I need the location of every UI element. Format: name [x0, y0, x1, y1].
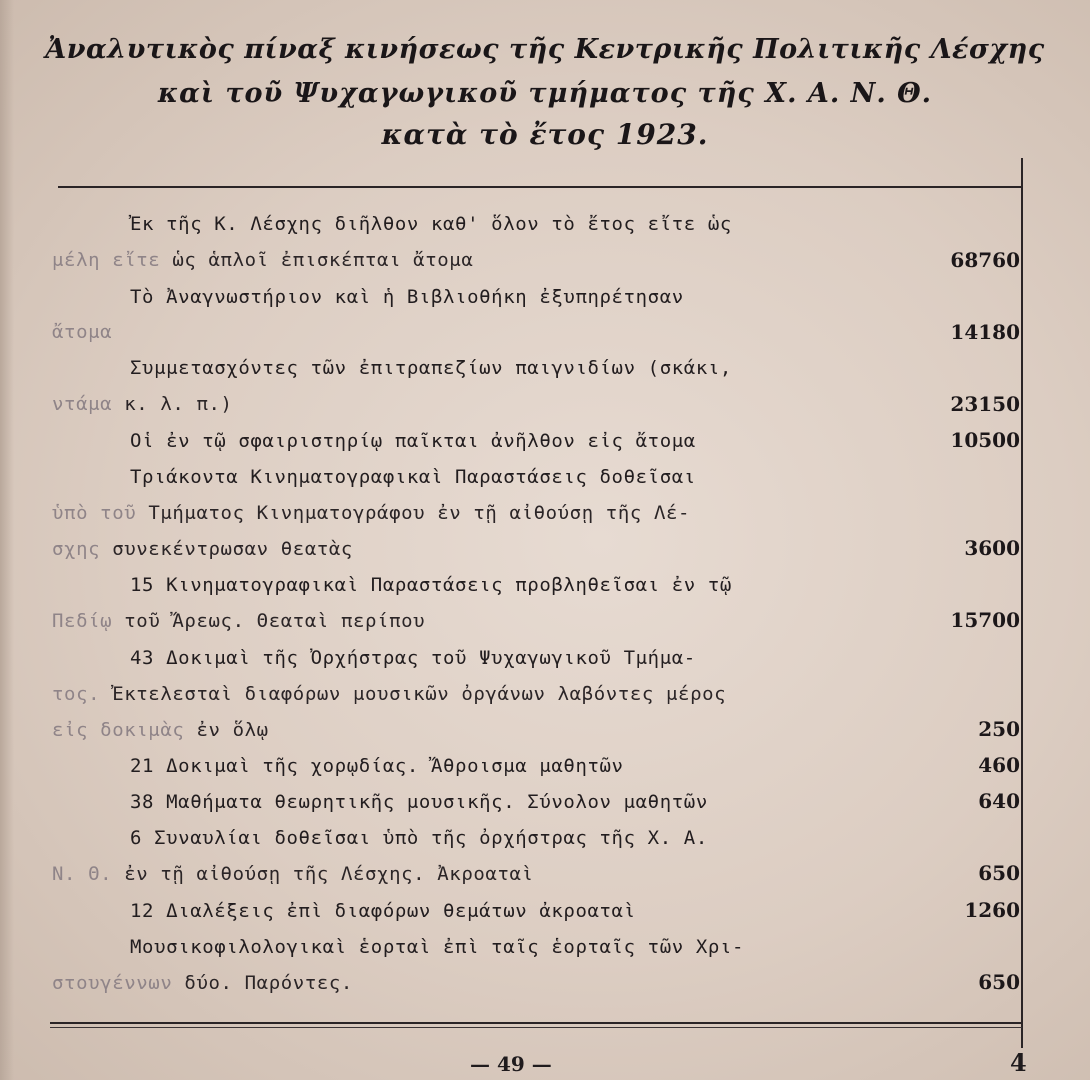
- entry-faded-text: ὑπὸ τοῦ: [52, 502, 137, 524]
- entry-text: Ἐκτελεσταὶ διαφόρων μουσικῶν ὀργάνων λαβόντες μέρος: [100, 683, 727, 705]
- entry-text-line: [52, 321, 112, 343]
- page-title-line-3: κατὰ τὸ ἔτος 1923.: [381, 118, 709, 151]
- entry-faded-text: μέλη εἴτε: [52, 249, 161, 271]
- entry-text: δύο. Παρόντες.: [172, 972, 353, 994]
- entry-value: 640: [978, 789, 1020, 813]
- entry-text-line: 21 Δοκιμαὶ τῆς χορῳδίας. Ἄθροισμα μαθητῶν: [130, 755, 624, 777]
- entry-text: συνεκέντρωσαν θεατὰς: [100, 538, 353, 560]
- page-title-line-2: καὶ τοῦ Ψυχαγωγικοῦ τμήματος τῆς Χ. Α. Ν. Θ.: [157, 78, 933, 109]
- entry-text-line: [52, 502, 690, 524]
- entry-value: 650: [978, 861, 1020, 885]
- entry-value: 68760: [950, 248, 1020, 272]
- entry-value: 14180: [950, 320, 1020, 344]
- entry-value: 23150: [950, 392, 1020, 416]
- entry-text-line: Μουσικοφιλολογικαὶ ἑορταὶ ἐπὶ ταῖς ἑορταῖς τῶν Χρι-: [130, 936, 744, 958]
- entry-faded-text: ἄτομα: [52, 321, 113, 343]
- table-bottom-rule: [50, 1022, 1022, 1024]
- entry-faded-text: Πεδίῳ: [52, 610, 113, 632]
- entry-text-line: [52, 863, 534, 885]
- entry-text: ἐν ὅλῳ: [184, 719, 269, 741]
- entry-text-line: Οἱ ἐν τῷ σφαιριστηρίῳ παῖκται ἀνῆλθον εἰς ἄτομα: [130, 430, 696, 452]
- entry-text-line: [52, 538, 353, 560]
- entry-text-line: Τὸ Ἀναγνωστήριον καὶ ἡ Βιβλιοθήκη ἐξυπηρέτησαν: [130, 286, 684, 308]
- page-title-line-1: Ἀναλυτικὸς πίναξ κινήσεως τῆς Κεντρικῆς Πολιτικῆς Λέσχης: [45, 34, 1045, 65]
- entry-text-line: 38 Μαθήματα θεωρητικῆς μουσικῆς. Σύνολον μαθητῶν: [130, 791, 708, 813]
- entry-text-line: 43 Δοκιμαὶ τῆς Ὀρχήστρας τοῦ Ψυχαγωγικοῦ Τμήμα-: [130, 647, 696, 669]
- entry-text: Τμήματος Κινηματογράφου ἐν τῇ αἰθούσῃ τῆς Λέ-: [136, 502, 691, 524]
- entry-text-line: Συμμετασχόντες τῶν ἐπιτραπεζίων παιγνιδίων (σκάκι,: [130, 357, 732, 379]
- entry-text-line: [52, 683, 726, 705]
- entry-text-line: [52, 719, 269, 741]
- entry-value: 3600: [964, 536, 1020, 560]
- entry-text: ὡς ἁπλοῖ ἐπισκέπται ἄτομα: [160, 249, 474, 271]
- page-binding-shadow: [0, 0, 14, 1080]
- entry-value: 460: [978, 753, 1020, 777]
- page-number: — 49 —: [470, 1052, 552, 1076]
- entry-text: κ. λ. π.): [112, 393, 233, 415]
- entry-text-line: 12 Διαλέξεις ἐπὶ διαφόρων θεμάτων ἀκροαταὶ: [130, 900, 636, 922]
- entry-faded-text: στουγέννων: [52, 972, 173, 994]
- entry-value: 250: [978, 717, 1020, 741]
- entry-text-line: [52, 610, 425, 632]
- entry-faded-text: τος.: [52, 683, 101, 705]
- entry-faded-text: Ν. Θ.: [52, 863, 113, 885]
- table-right-rule: [1021, 158, 1023, 1048]
- entry-text-line: [52, 972, 353, 994]
- entry-faded-text: εἰς δοκιμὰς: [52, 719, 185, 741]
- entry-faded-text: ντάμα: [52, 393, 113, 415]
- entry-value: 15700: [950, 608, 1020, 632]
- entry-text-line: [52, 249, 473, 271]
- entry-value: 650: [978, 970, 1020, 994]
- entry-faded-text: σχης: [52, 538, 101, 560]
- entry-text-line: Ἐκ τῆς Κ. Λέσχης διῆλθον καθ' ὅλον τὸ ἔτος εἴτε ὡς: [130, 213, 732, 235]
- entry-text-line: 6 Συναυλίαι δοθεῖσαι ὑπὸ τῆς ὀρχήστρας τῆς Χ. Α.: [130, 827, 708, 849]
- entry-text: ἐν τῇ αἰθούσῃ τῆς Λέσχης. Ἀκροαταὶ: [112, 863, 534, 885]
- entry-text-line: Τριάκοντα Κινηματογραφικαὶ Παραστάσεις δοθεῖσαι: [130, 466, 696, 488]
- table-bottom-rule-thin: [50, 1027, 1022, 1028]
- entry-text: τοῦ Ἄρεως. Θεαταὶ περίπου: [112, 610, 426, 632]
- entry-text-line: 15 Κινηματογραφικαὶ Παραστάσεις προβληθεῖσαι ἐν τῷ: [130, 574, 732, 596]
- entry-value: 1260: [964, 898, 1020, 922]
- entry-value: 10500: [950, 428, 1020, 452]
- entry-text-line: [52, 393, 233, 415]
- signature-mark: 4: [1010, 1048, 1027, 1077]
- table-top-rule: [58, 186, 1022, 188]
